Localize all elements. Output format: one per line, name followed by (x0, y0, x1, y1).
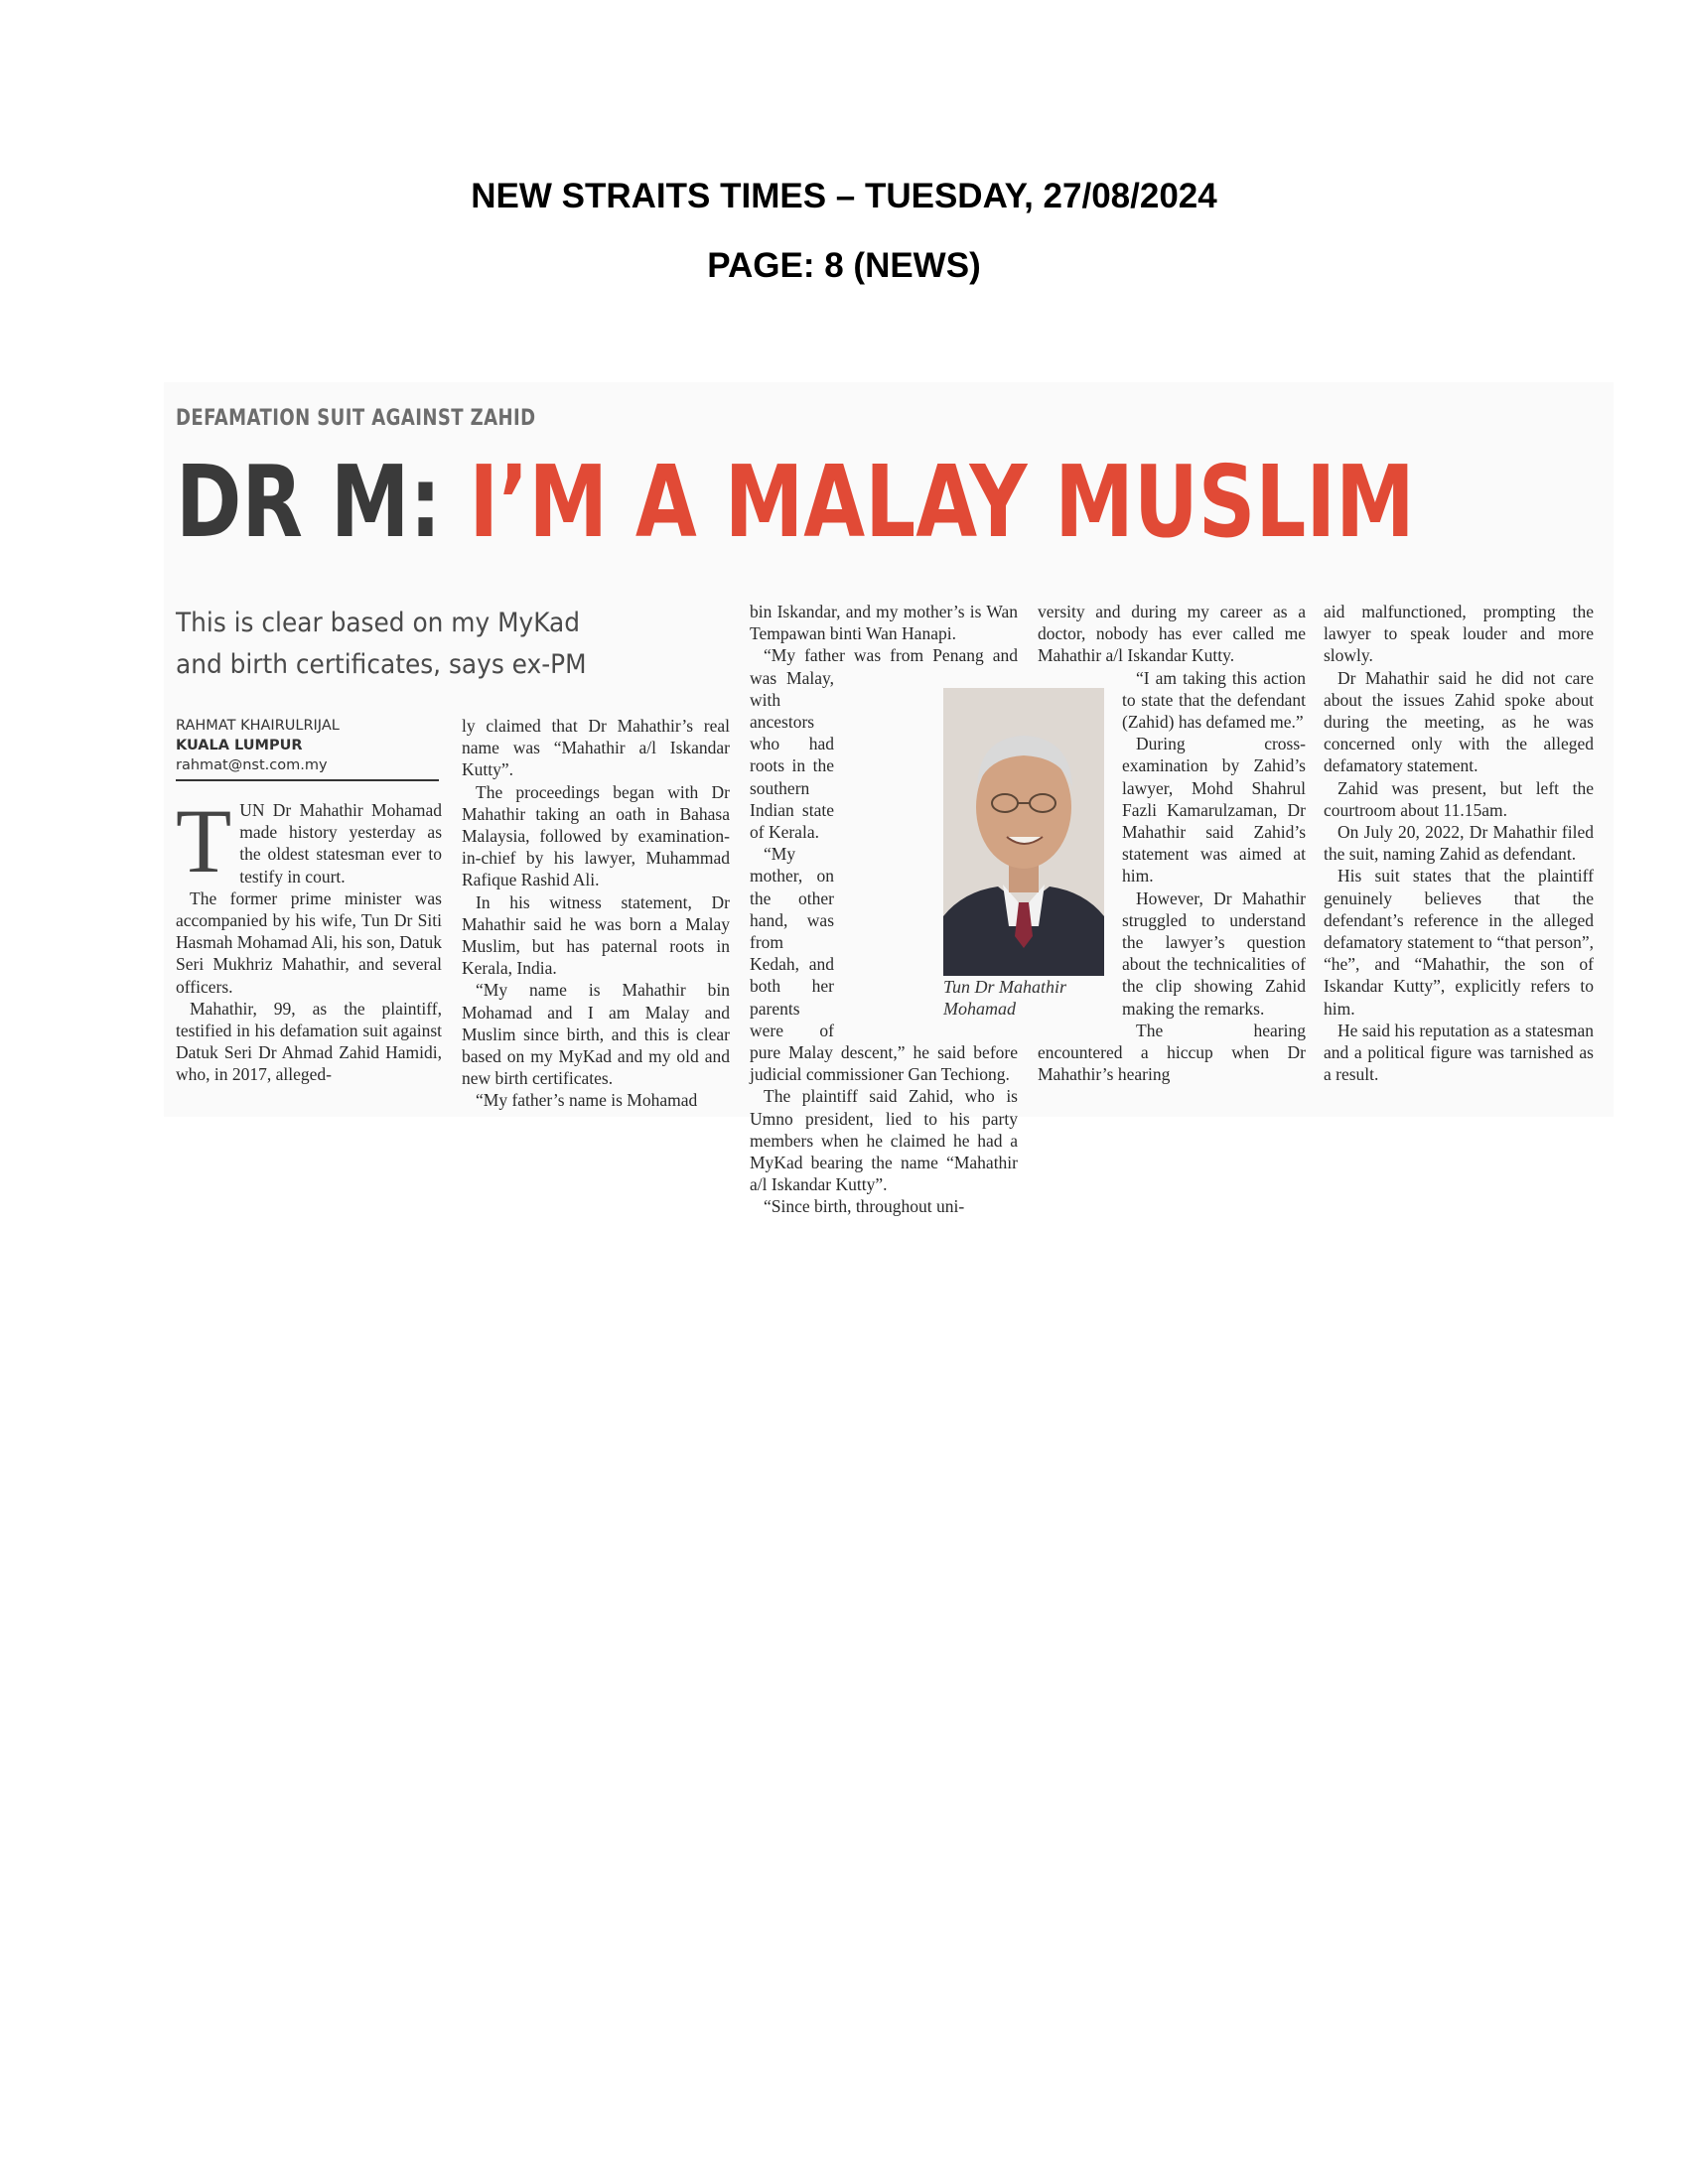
caption-line-1: Tun Dr Mahathir (943, 977, 1067, 997)
article-kicker: DEFAMATION SUIT AGAINST ZAHID (176, 406, 536, 431)
article-standfirst (176, 603, 587, 686)
paragraph: “My father was from Penang and was Malay, with ancestors who had roots in the southern Indian state of Kerala. (750, 645, 1018, 843)
headline-red-part: I’M A MALAY MUSLIM (469, 444, 1415, 560)
caption-line-2: Mohamad (943, 999, 1016, 1019)
paragraph: In his witness statement, Dr Mahathir said he was born a Malay Muslim, but has paternal roots in Kerala, India. (462, 891, 730, 979)
portrait-photo (943, 688, 1104, 976)
paragraph: During cross-examination by Zahid’s lawyer, Mohd Shahrul Fazli Kamarulzaman, Dr Mahathir said Zahid’s statement was aimed at him. (1122, 734, 1306, 887)
paragraph: He said his reputation as a statesman and a political figure was tarnished as a result. (1324, 1020, 1594, 1085)
article-column-2 (462, 715, 730, 1112)
paragraph: “My father’s name is Mohamad (476, 1090, 698, 1111)
paragraph: The plaintiff said Zahid, who is Umno president, lied to his party members when he claimed he had a MyKad bearing the name “Mahathir a/l Iskandar Kutty”. (750, 1086, 1018, 1195)
page-header-page-number: PAGE: 8 (NEWS) (707, 246, 981, 285)
article-column-5 (1324, 601, 1594, 1085)
drop-cap: T (176, 790, 232, 891)
paragraph: ly claimed that Dr Mahathir’s real name was “Mahathir a/l Iskandar Kutty”. (462, 716, 730, 780)
byline-author: RAHMAT KHAIRULRIJAL (176, 718, 340, 734)
paragraph: “I am taking this action to state that the defendant (Zahid) has defamed me.” (1122, 667, 1306, 733)
byline-location: KUALA LUMPUR (176, 738, 303, 753)
paragraph: “My mother, on the other hand, was from Kedah, and both her parents were of pure Malay descent,” he said before judicial commissioner Gan Techiong. (750, 844, 1018, 1085)
paragraph (176, 790, 442, 891)
standfirst-line-2: and birth certificates, says ex-PM (176, 649, 587, 680)
paragraph-text: UN Dr Mahathir Mohamad made history yesterday as the oldest statesman ever to testify in court. (239, 800, 442, 887)
byline (176, 716, 439, 781)
paragraph: His suit states that the plaintiff genuinely believes that the defendant’s reference in the alleged defamatory statement to “that person”, “he”, and “Mahathir, the son of Iskandar Kutty”, explicitly refers to him. (1324, 866, 1594, 1019)
article-column-1 (176, 790, 442, 1086)
portrait-illustration (943, 688, 1104, 976)
photo-caption (943, 976, 1112, 1020)
paragraph: aid malfunctioned, prompting the lawyer to speak louder and more slowly. (1324, 602, 1594, 666)
paragraph: bin Iskandar, and my mother’s is Wan Tempawan binti Wan Hanapi. (750, 602, 1018, 644)
paragraph: However, Dr Mahathir struggled to understand the lawyer’s question about the technicalities of the clip showing Zahid making the remarks. (1122, 887, 1306, 1019)
byline-email: rahmat@nst.com.my (176, 757, 328, 773)
paragraph: Mahathir, 99, as the plaintiff, testified in his defamation suit against Datuk Seri Dr Ahmad Zahid Hamidi, who, in 2017, alleged- (176, 998, 442, 1085)
paragraph: versity and during my career as a doctor, nobody has ever called me Mahathir a/l Iskandar Kutty. (1038, 602, 1306, 666)
paragraph: “Since birth, throughout uni- (764, 1196, 965, 1217)
paragraph: On July 20, 2022, Dr Mahathir filed the suit, naming Zahid as defendant. (1324, 822, 1594, 865)
paragraph: The former prime minister was accompanied by his wife, Tun Dr Siti Hasmah Mohamad Ali, his son, Datuk Seri Mukhriz Mahathir, and several officers. (176, 887, 442, 997)
paragraph: The hearing encountered a hiccup when Dr Mahathir’s hearing (1038, 1020, 1306, 1085)
paragraph: Zahid was present, but left the courtroom about 11.15am. (1324, 777, 1594, 820)
page-header-publication: NEW STRAITS TIMES – TUESDAY, 27/08/2024 (471, 177, 1217, 215)
paragraph: The proceedings began with Dr Mahathir taking an oath in Bahasa Malaysia, followed by examination-in-chief by his lawyer, Muhammad Rafique Rashid Ali. (462, 781, 730, 890)
headline-dark-part: DR M: (176, 444, 470, 560)
paragraph: “My name is Mahathir bin Mohamad and I am Malay and Muslim since birth, and this is clear based on my MyKad and my old and new birth certificates. (462, 980, 730, 1089)
paragraph: Dr Mahathir said he did not care about the issues Zahid spoke about during the meeting, as he was concerned only with the alleged defamatory statement. (1324, 667, 1594, 776)
news-clipping (164, 382, 1614, 1217)
standfirst-line-1: This is clear based on my MyKad (176, 608, 581, 638)
article-headline (176, 444, 1415, 560)
